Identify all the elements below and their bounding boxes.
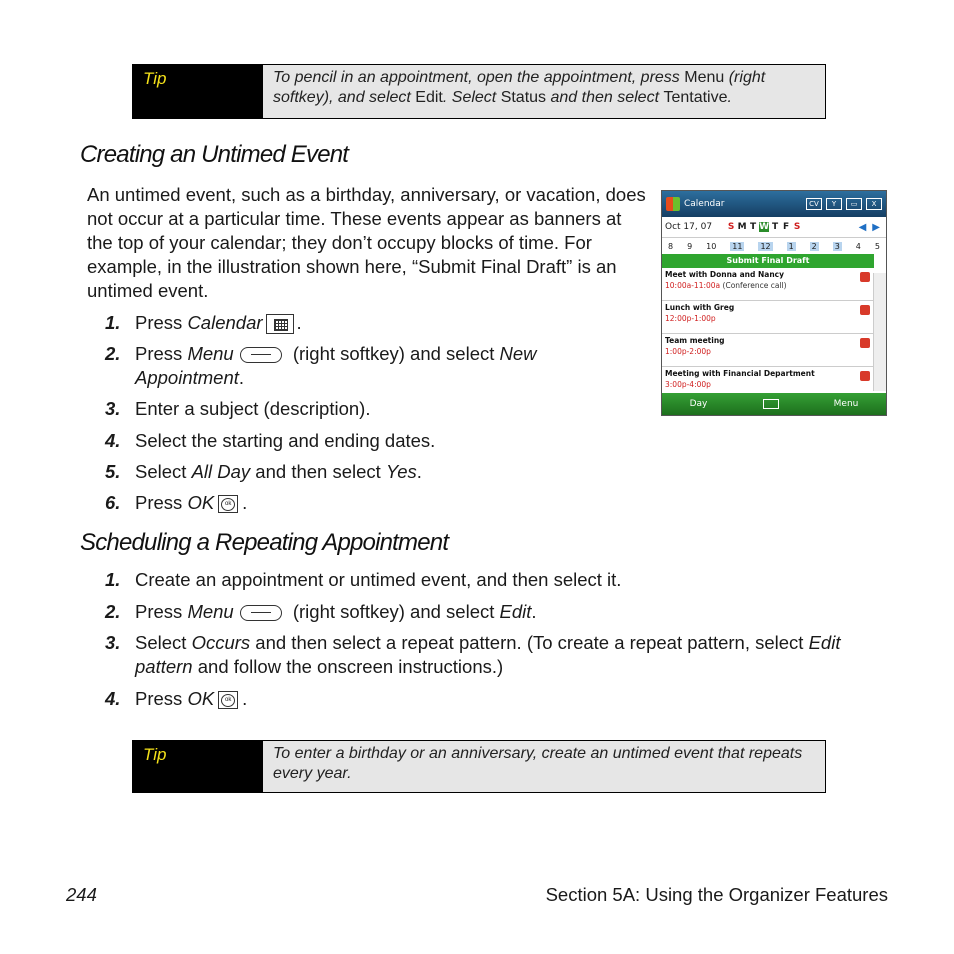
phone-date-bar (662, 217, 886, 238)
close-icon[interactable]: X (866, 198, 882, 210)
section-footer: Section 5A: Using the Organizer Features (545, 884, 888, 905)
reminder-icon (860, 371, 870, 381)
weekday[interactable]: F (782, 222, 790, 232)
windows-logo-icon (666, 197, 680, 211)
weekday-today[interactable]: W (759, 222, 770, 232)
tip-text: To enter a birthday or an anniversary, create an untimed event that repeats every year. (273, 745, 803, 782)
hour-label: 9 (687, 241, 693, 251)
ok-key-icon (218, 691, 238, 709)
battery-icon: ▭ (846, 198, 862, 210)
softkey-icon (240, 347, 282, 363)
item-title: Lunch with Greg (665, 303, 735, 312)
prev-arrow-icon[interactable]: ◀ (858, 221, 867, 233)
weekday[interactable]: S (727, 222, 735, 232)
intro-paragraph: An untimed event, such as a birthday, anniversary, or vacation, does not occur at a particular time. These events appear as banners at the top of your calendar; they don’t occupy blocks of time. For example, in the illustration shown here, “Submit Final Draft” is an untimed event. (87, 184, 646, 301)
weekday[interactable]: S (793, 222, 801, 232)
softkey-bar (662, 393, 886, 415)
reminder-icon (860, 305, 870, 315)
step-6: 6. Press OKok . (105, 491, 247, 515)
hour-label: 4 (855, 241, 861, 251)
hour-label: 5 (874, 241, 880, 251)
tip-text: To pencil in an appointment, open the appointment, press Menu (right softkey), and select Edit. Select Status and then select Tentative. (273, 69, 766, 106)
appointment-list (662, 268, 874, 400)
hour-label: 1 (788, 241, 794, 251)
reminder-icon (860, 338, 870, 348)
step-3: 3. Select Occurs and then select a repeat pattern. (To create a repeat pattern, select Edit pattern and follow the onscreen instructions.) (105, 632, 841, 677)
hour-label: 10 (706, 241, 717, 251)
antenna-icon: Y (826, 198, 842, 210)
step-3: 3. Enter a subject (description). (105, 398, 371, 419)
item-time: 3:00p-4:00p (665, 380, 711, 389)
phone-date: Oct 17, 07 (665, 222, 713, 232)
weekday[interactable]: M (737, 222, 747, 232)
softkey-day[interactable]: Day (689, 399, 708, 409)
step-4: 4. Select the starting and ending dates. (105, 430, 436, 451)
section-heading-untimed: Creating an Untimed Event (80, 141, 349, 168)
page-number: 244 (66, 884, 97, 905)
untimed-event-banner[interactable]: Submit Final Draft (662, 254, 874, 268)
ok-key-icon (218, 495, 238, 513)
scrollbar[interactable] (873, 273, 886, 391)
step-2: 2. Press Menu (right softkey) and select New Appointment. (105, 343, 537, 388)
weekday[interactable]: T (771, 222, 779, 232)
step-1: 1. Create an appointment or untimed event, and then select it. (105, 569, 622, 590)
item-location: (Conference call) (722, 281, 787, 290)
item-time: 10:00a-11:00a (665, 281, 721, 290)
tip-box-pencil (132, 64, 826, 119)
hour-ruler (662, 238, 886, 254)
step-4: 4. Press OKok . (105, 687, 247, 711)
step-2: 2. Press Menu (right softkey) and select Edit. (105, 601, 537, 622)
item-title: Meet with Donna and Nancy (665, 270, 784, 279)
hour-label: 3 (834, 241, 840, 251)
reminder-icon (860, 272, 870, 282)
list-item[interactable] (662, 334, 874, 367)
next-arrow-icon[interactable]: ▶ (872, 221, 880, 233)
phone-title-bar (662, 191, 886, 217)
softkey-menu[interactable]: Menu (833, 399, 859, 409)
list-item[interactable] (662, 268, 874, 301)
item-title: Meeting with Financial Department (665, 369, 815, 378)
keyboard-icon[interactable] (763, 399, 779, 409)
hour-label: 8 (668, 241, 674, 251)
hour-label: 2 (811, 241, 817, 251)
tip-label: Tip (133, 65, 263, 118)
item-time: 1:00p-2:00p (665, 347, 711, 356)
item-time: 12:00p-1:00p (665, 314, 716, 323)
signal-icon: CV (806, 198, 822, 210)
list-item[interactable] (662, 301, 874, 334)
step-5: 5. Select All Day and then select Yes. (105, 461, 422, 482)
item-title: Team meeting (665, 336, 725, 345)
phone-app-title: Calendar (684, 199, 725, 209)
tip-label: Tip (133, 741, 263, 792)
weekday[interactable]: T (749, 222, 757, 232)
hour-label: 11 (732, 241, 743, 251)
calendar-key-icon (266, 314, 294, 334)
tip-box-birthday (132, 740, 826, 793)
softkey-icon (240, 605, 282, 621)
hour-label: 12 (760, 241, 771, 251)
calendar-screenshot (661, 190, 887, 416)
step-1: 1. Press Calendar . (105, 312, 302, 333)
section-heading-repeating: Scheduling a Repeating Appointment (80, 529, 449, 556)
